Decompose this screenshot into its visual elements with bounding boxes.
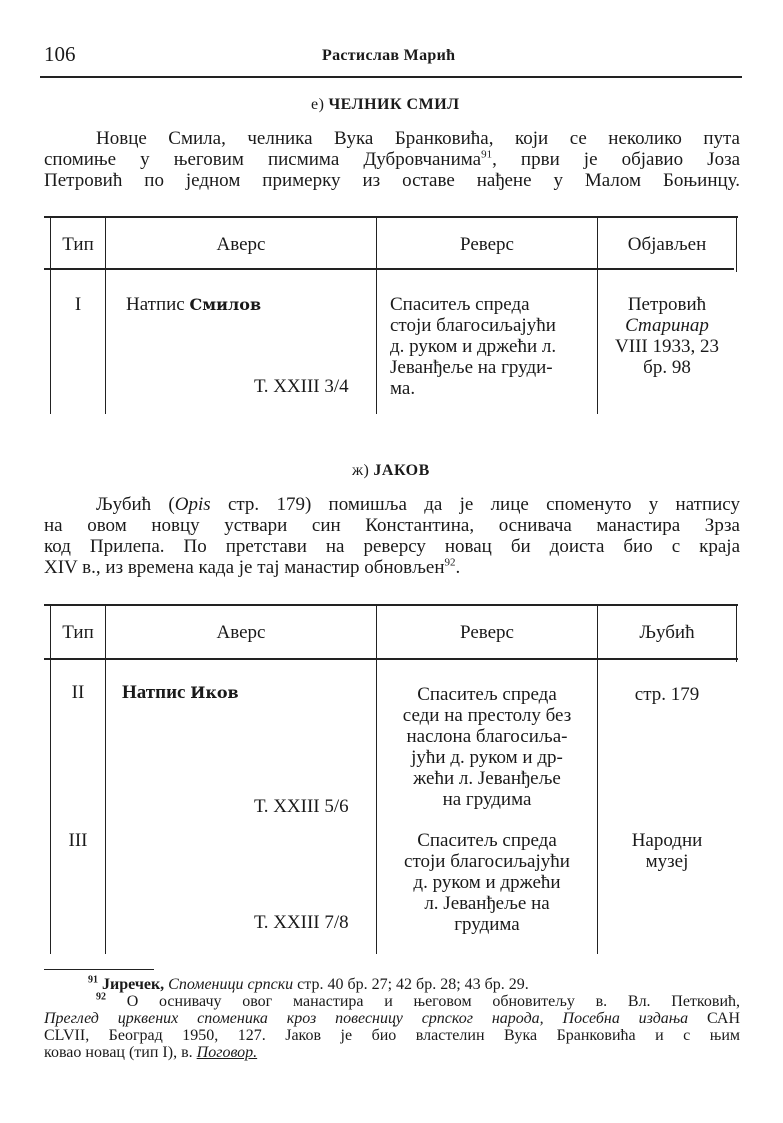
col-header-revers: Реверс: [460, 234, 514, 255]
section-heading-zh: [352, 462, 430, 480]
published-text: Петровић Старинар VIII 1933, 23 бр. 98: [615, 294, 719, 378]
text-line: Новце Смила, челника Вука Бранковића, који се неколико пута: [96, 128, 740, 149]
ljubic-ref: стр. 179: [634, 684, 700, 705]
row-type: II: [71, 682, 85, 703]
header-rule: [40, 76, 742, 78]
footnote-92-cont: ковао новац (тип I), в. Поговор.: [44, 1044, 258, 1061]
revers-text: Спаситељ спреда стоји благосиљајући д. руком и држећи л. Јеванђеље на грудима: [404, 830, 570, 935]
col-header-type: Тип: [62, 234, 94, 255]
section-title: ЈАКОВ: [373, 462, 430, 479]
col-header-ljubic: Љубић: [639, 622, 695, 643]
footnotes: [44, 976, 740, 1061]
avers-text: Натпис Иков: [122, 682, 239, 703]
col-header-published: Објављен: [627, 234, 707, 255]
plate-ref: Т. XXIII 5/6: [254, 796, 349, 817]
section-label: е): [311, 96, 325, 113]
text-line: Петровић по једном примерку из оставе нађене у Малом Боњинцу.: [44, 170, 740, 191]
ljubic-ref: Народни музеј: [631, 830, 703, 872]
revers-text: Спаситељ спреда седи на престолу без наслона благосиља- јући д. руком и др- жећи л. Јеванђеље на грудима: [402, 684, 572, 810]
avers-text: Натпис Смилов: [126, 294, 262, 315]
coin-legend: Иков: [190, 683, 239, 702]
paragraph-jakov: [44, 494, 740, 578]
footnote-rule: [44, 969, 154, 970]
text-line: на овом новцу уствари син Константина, оснивача манастира Зрза: [44, 515, 740, 536]
col-header-avers: Аверс: [216, 234, 266, 255]
plate-ref: Т. XXIII 3/4: [254, 376, 349, 397]
col-header-avers: Аверс: [216, 622, 266, 643]
page-number: 106: [44, 42, 76, 66]
col-header-revers: Реверс: [460, 622, 514, 643]
footnote-ref-92[interactable]: 92: [444, 556, 456, 569]
footnote-92-cont: Преглед црквених споменика кроз повесницу српског народа, Посебна издања САН: [44, 1010, 741, 1027]
section-heading-e: [311, 96, 460, 114]
text-line: спомиње у његовим писмима Дубровчанима$^{91}$, први је објавио Јоза: [44, 148, 741, 170]
coin-table-smil: [44, 216, 738, 414]
text-line: код Прилепа. По претстави на реверсу новац би доиста био с краја: [44, 536, 740, 557]
running-title: Растислав Марић: [322, 47, 456, 64]
section-label: ж): [352, 462, 370, 479]
row-type: III: [68, 830, 88, 851]
col-header-type: Тип: [62, 622, 94, 643]
coin-table-jakov: [44, 604, 738, 954]
paragraph-smil: [44, 128, 740, 191]
coin-legend: Смилов: [189, 295, 262, 314]
footnote-92-cont: CLVII, Београд 1950, 127. Јаков је био властелин Вука Бранковића и с њим: [44, 1027, 740, 1044]
plate-ref: Т. XXIII 7/8: [254, 912, 349, 933]
row-type: I: [74, 294, 82, 315]
footnote-92: $^{92}$ О оснивачу овог манастира и његовом обновитељу в. Вл. Петковић,: [96, 991, 740, 1010]
text-line: XIV в., из времена када је тај манастир обновљен$^{92}$.: [44, 556, 461, 578]
section-title: ЧЕЛНИК СМИЛ: [328, 96, 460, 113]
footnote-ref-91[interactable]: 91: [481, 148, 493, 161]
text-line: Љубић (Opis стр. 179) помишља да је лице споменуто у натпису: [96, 494, 740, 515]
footnote-91: $^{91}$ Јиречек, Споменици српски стр. 40 бр. 27; 42 бр. 28; 43 бр. 29.: [88, 974, 529, 993]
revers-text: Спаситељ спреда стоји благосиљајући д. руком и држећи л. Јеванђеље на груди- ма.: [390, 294, 557, 399]
